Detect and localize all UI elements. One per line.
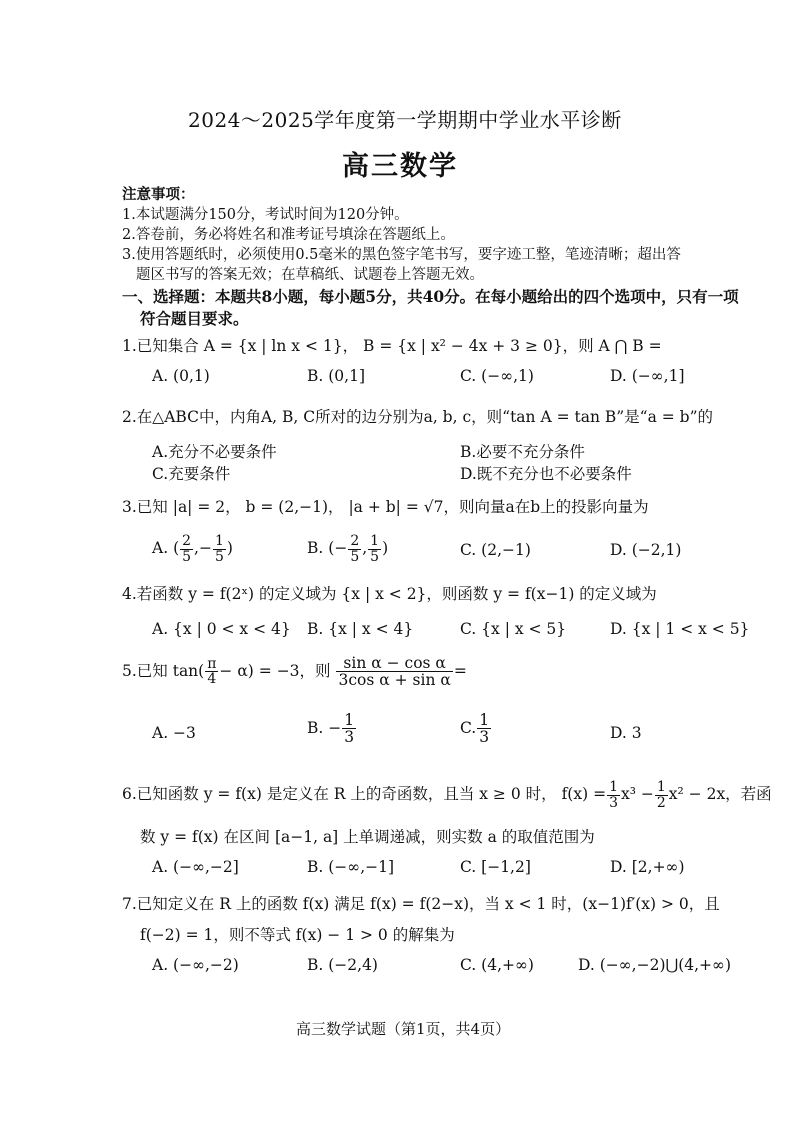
q5-option-c[interactable]: C. $\frac{1}{3}$: [460, 711, 490, 747]
q1-option-b[interactable]: B. (0,1]: [307, 367, 365, 385]
q3-option-a[interactable]: A. ( $\frac{2}{5}$ ,− $\frac{1}{5}$ ): [152, 533, 233, 565]
q5-option-a[interactable]: A. −3: [152, 724, 196, 742]
q3-option-c[interactable]: C. (2,−1): [460, 541, 531, 559]
notice-item: 3.使用答题纸时，必须使用0.5毫米的黑色签字笔书写，要字迹工整，笔迹清晰；超出答: [122, 247, 681, 263]
q5-b-frac: $\frac{1}{3}$: [344, 711, 355, 747]
q3-a-label: A.: [152, 539, 169, 558]
page-footer: 高三数学试题（第1页，共4页）: [296, 1020, 511, 1038]
q3-b-frac1: $\frac{2}{5}$: [350, 533, 360, 565]
section-heading-cont: 符合题目要求。: [140, 309, 249, 328]
question-5-stem: 5.已知 tan( $\frac{\pi}{4}$ − α) = −3，则 $\frac{\text{sin α − cos α}}{\text{3cos α + sin α}}$ =: [122, 654, 467, 690]
subject-title: 高三数学: [342, 151, 458, 182]
q5-option-b[interactable]: B. − $\frac{1}{3}$: [307, 711, 355, 747]
notice-item: 1.本试题满分150分，考试时间为120分钟。: [122, 207, 409, 223]
q4-option-b[interactable]: B. {x | x < 4}: [307, 620, 414, 638]
q2-option-a[interactable]: A.充分不必要条件: [152, 443, 277, 461]
q3-a-frac1: $\frac{2}{5}$: [182, 533, 192, 565]
notice-item: 2.答卷前，务必将姓名和准考证号填涂在答题纸上。: [122, 227, 455, 243]
q6-frac1: $\frac{1}{3}$: [609, 779, 618, 811]
q7-option-b[interactable]: B. (−2,4): [307, 956, 378, 974]
question-4-stem: 4.若函数 y = f(2ˣ) 的定义域为 {x | x < 2}，则函数 y = f(x−1) 的定义域为: [122, 585, 657, 603]
q4-option-a[interactable]: A. {x | 0 < x < 4}: [152, 620, 291, 638]
q6-option-c[interactable]: C. [−1,2]: [460, 858, 531, 876]
q2-option-c[interactable]: C.充要条件: [152, 465, 231, 483]
question-3-stem: 3.已知 |a| = 2， b = (2,−1)， |a + b| = √7，则向量a在b上的投影向量为: [122, 498, 649, 516]
q1-option-a[interactable]: A. (0,1): [152, 367, 210, 385]
q7-option-c[interactable]: C. (4,+∞): [460, 956, 534, 974]
q3-b-label: B.: [307, 539, 324, 558]
q5-main-frac: $\frac{\text{sin α − cos α}}{\text{3cos α + sin α}}$: [338, 654, 451, 690]
question-1-stem: 1.已知集合 A = {x | ln x < 1}， B = {x | x² − 4x + 3 ≥ 0}，则 A ⋂ B =: [122, 337, 662, 355]
q4-option-d[interactable]: D. {x | 1 < x < 5}: [610, 620, 750, 638]
q3-option-b[interactable]: B. (− $\frac{2}{5}$ , $\frac{1}{5}$ ): [307, 533, 389, 565]
q3-option-d[interactable]: D. (−2,1): [610, 541, 682, 559]
exam-title: 2024～2025学年度第一学期期中学业水平诊断: [188, 108, 622, 132]
q3-a-frac2: $\frac{1}{5}$: [214, 533, 224, 565]
section-heading: 一、选择题：本题共8小题，每小题5分，共40分。在每小题给出的四个选项中，只有一项: [122, 287, 739, 306]
q1-option-d[interactable]: D. (−∞,1]: [610, 367, 685, 385]
q6-option-d[interactable]: D. [2,+∞): [610, 858, 685, 876]
question-7-stem: 7.已知定义在 R 上的函数 f(x) 满足 f(x) = f(2−x)，当 x < 1 时，(x−1)f′(x) > 0，且: [122, 895, 720, 913]
notice-heading: 注意事项：: [122, 186, 195, 203]
q7-option-a[interactable]: A. (−∞,−2): [152, 956, 239, 974]
q2-option-d[interactable]: D.既不充分也不必要条件: [460, 465, 632, 483]
q3-b-frac2: $\frac{1}{5}$: [370, 533, 380, 565]
question-7-stem-cont: f(−2) = 1，则不等式 f(x) − 1 > 0 的解集为: [140, 926, 455, 944]
q4-option-c[interactable]: C. {x | x < 5}: [460, 620, 567, 638]
q6-option-b[interactable]: B. (−∞,−1]: [307, 858, 395, 876]
q6-frac2: $\frac{1}{2}$: [656, 779, 666, 811]
notice-item: 题区书写的答案无效；在草稿纸、试题卷上答题无效。: [136, 267, 484, 283]
question-6-stem-cont: 数 y = f(x) 在区间 [a−1, a] 上单调递减，则实数 a 的取值范围为: [140, 828, 595, 846]
q2-option-b[interactable]: B.必要不充分条件: [460, 443, 585, 461]
q1-option-c[interactable]: C. (−∞,1): [460, 367, 534, 385]
q5-pi-frac: $\frac{\pi}{4}$: [207, 655, 217, 688]
q5-option-d[interactable]: D. 3: [610, 724, 642, 742]
q5-c-frac: $\frac{1}{3}$: [479, 711, 490, 747]
q7-option-d[interactable]: D. (−∞,−2)⋃(4,+∞): [578, 956, 731, 974]
q6-option-a[interactable]: A. (−∞,−2]: [152, 858, 239, 876]
question-2-stem: 2.在△ABC中，内角A, B, C所对的边分别为a, b, c，则“tan A = tan B”是“a = b”的: [122, 408, 714, 426]
question-6-stem: 6.已知函数 y = f(x) 是定义在 R 上的奇函数，且当 x ≥ 0 时， f(x) = $\frac{1}{3}$ x³ − $\frac{1}{2}$ x² − 2x，若函: [122, 779, 772, 811]
